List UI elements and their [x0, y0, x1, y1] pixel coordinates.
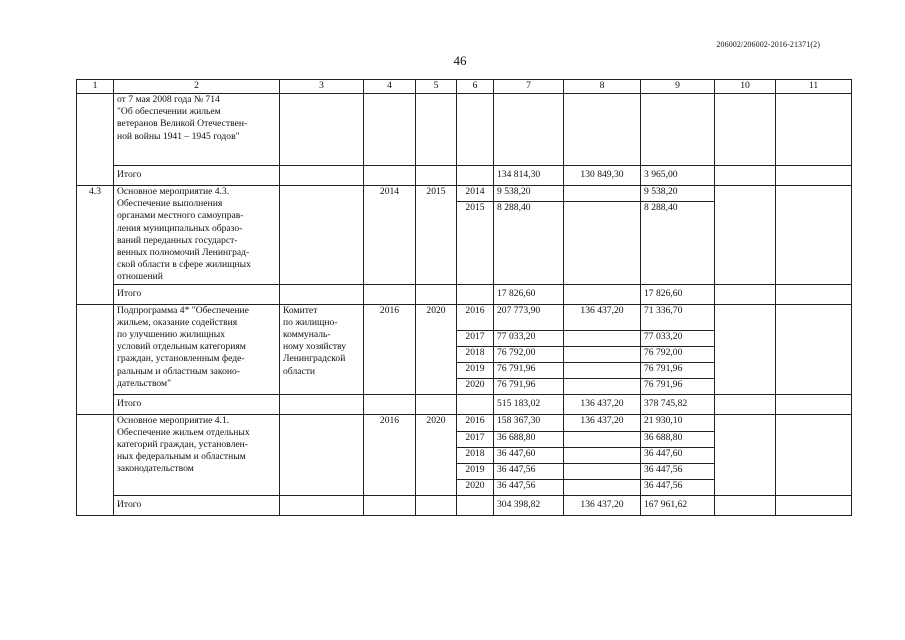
value-cell — [564, 202, 641, 284]
end-year: 2015 — [416, 186, 457, 285]
value-cell — [564, 479, 641, 495]
start-year: 2016 — [364, 304, 416, 394]
column-header: 3 — [280, 80, 364, 94]
column-header: 1 — [77, 80, 114, 94]
year-cell: 2018 — [457, 346, 494, 362]
column-header: 8 — [564, 80, 641, 94]
value-cell: 136 437,20 — [564, 414, 641, 431]
value-cell: 36 688,80 — [494, 431, 564, 447]
total-value — [567, 285, 637, 288]
measure-text: от 7 мая 2008 года № 714 "Об обеспечении жильем ветеранов Великой Отечествен- ной войны 1941 – 1945 годов" — [114, 94, 280, 166]
table-row — [77, 94, 852, 166]
total-value: 130 849,30 — [580, 169, 624, 180]
value-cell: 76 791,96 — [494, 362, 564, 378]
value-cell: 36 447,56 — [494, 479, 564, 495]
column-header: 4 — [364, 80, 416, 94]
year-cell: 2017 — [457, 330, 494, 346]
column-header: 10 — [715, 80, 776, 94]
table-row — [77, 414, 852, 431]
end-year: 2020 — [416, 304, 457, 394]
total-row — [77, 394, 852, 414]
column-header: 7 — [494, 80, 564, 94]
value-cell — [564, 330, 641, 346]
total-value: 134 814,30 — [497, 169, 541, 180]
year-cell: 2014 — [457, 186, 494, 202]
year-cell: 2015 — [457, 202, 494, 284]
total-value: 136 437,20 — [580, 498, 624, 510]
column-header: 9 — [641, 80, 715, 94]
value-cell: 9 538,20 — [494, 186, 564, 202]
value-cell — [564, 362, 641, 378]
value-cell — [564, 346, 641, 362]
year-cell: 2017 — [457, 431, 494, 447]
start-year: 2016 — [364, 414, 416, 495]
year-cell: 2019 — [457, 463, 494, 479]
value-cell: 136 437,20 — [564, 304, 641, 330]
year-cell: 2020 — [457, 378, 494, 394]
measure-text: Основное мероприятие 4.3. Обеспечение выполнения органами местного самоуправ- ления муниципальных образо- ваний переданных государст- венных полномочий Ленинград- ской области в сфере жилищных отношений — [114, 186, 280, 285]
total-value: 378 745,82 — [644, 397, 688, 409]
column-header: 11 — [776, 80, 852, 94]
measure-text: Подпрограмма 4* "Обеспечение жильем, оказание содействия по улучшению жилищных условий отдельным категориям граждан, установленным феде- ральным и областным законо- дательством" — [114, 304, 280, 394]
value-cell: 36 447,60 — [494, 447, 564, 463]
start-year: 2014 — [364, 186, 416, 285]
total-value: 515 183,02 — [497, 397, 541, 409]
value-cell: 36 447,56 — [641, 463, 715, 479]
value-cell: 36 447,60 — [641, 447, 715, 463]
value-cell — [564, 378, 641, 394]
value-cell: 76 792,00 — [641, 346, 715, 362]
row-number-cell — [77, 94, 114, 186]
year-cell: 2020 — [457, 479, 494, 495]
year-cell: 2016 — [457, 414, 494, 431]
total-value: 3 965,00 — [644, 169, 678, 180]
value-cell: 36 688,80 — [641, 431, 715, 447]
value-cell: 21 930,10 — [641, 414, 715, 431]
column-header: 5 — [416, 80, 457, 94]
row-number-cell — [77, 304, 114, 414]
year-cell: 2019 — [457, 362, 494, 378]
table-row — [77, 304, 852, 330]
value-cell: 8 288,40 — [641, 202, 715, 284]
total-value: 304 398,82 — [497, 498, 541, 510]
document-id: 206002/206002-2016-21371(2) — [716, 40, 820, 49]
end-year: 2020 — [416, 414, 457, 495]
value-cell: 77 033,20 — [494, 330, 564, 346]
program-table — [76, 79, 852, 516]
year-cell: 2018 — [457, 447, 494, 463]
value-cell: 158 367,30 — [494, 414, 564, 431]
total-value: 17 826,60 — [497, 287, 536, 299]
column-header: 6 — [457, 80, 494, 94]
total-label: Итого — [117, 397, 142, 409]
value-cell — [564, 186, 641, 202]
value-cell: 36 447,56 — [494, 463, 564, 479]
value-cell: 76 791,96 — [641, 378, 715, 394]
total-value: 17 826,60 — [644, 287, 683, 299]
row-number-cell — [77, 414, 114, 515]
year-cell: 2016 — [457, 304, 494, 330]
value-cell — [564, 447, 641, 463]
column-header: 2 — [114, 80, 280, 94]
page-number: 46 — [453, 53, 467, 68]
value-cell: 76 791,96 — [641, 362, 715, 378]
total-label: Итого — [117, 169, 142, 180]
total-row — [77, 166, 852, 186]
value-cell — [564, 431, 641, 447]
total-row — [77, 495, 852, 515]
total-label: Итого — [117, 498, 142, 510]
value-cell: 207 773,90 — [494, 304, 564, 330]
total-row — [77, 284, 852, 304]
value-cell: 77 033,20 — [641, 330, 715, 346]
table-row — [77, 186, 852, 202]
value-cell: 76 791,96 — [494, 378, 564, 394]
value-cell — [564, 463, 641, 479]
executor-text: Комитет по жилищно- коммуналь- ному хозяйству Ленинградской области — [280, 304, 364, 394]
value-cell: 36 447,56 — [641, 479, 715, 495]
total-value: 136 437,20 — [580, 397, 624, 409]
value-cell: 76 792,00 — [494, 346, 564, 362]
total-label: Итого — [117, 287, 142, 299]
value-cell: 71 336,70 — [641, 304, 715, 330]
row-number-cell: 4.3 — [77, 186, 114, 305]
total-value: 167 961,62 — [644, 498, 688, 510]
value-cell: 9 538,20 — [641, 186, 715, 202]
column-number-row — [77, 80, 852, 94]
value-cell: 8 288,40 — [494, 202, 564, 284]
measure-text: Основное мероприятие 4.1. Обеспечение жильем отдельных категорий граждан, установлен- ных федеральным и областным законодательством — [114, 414, 280, 495]
